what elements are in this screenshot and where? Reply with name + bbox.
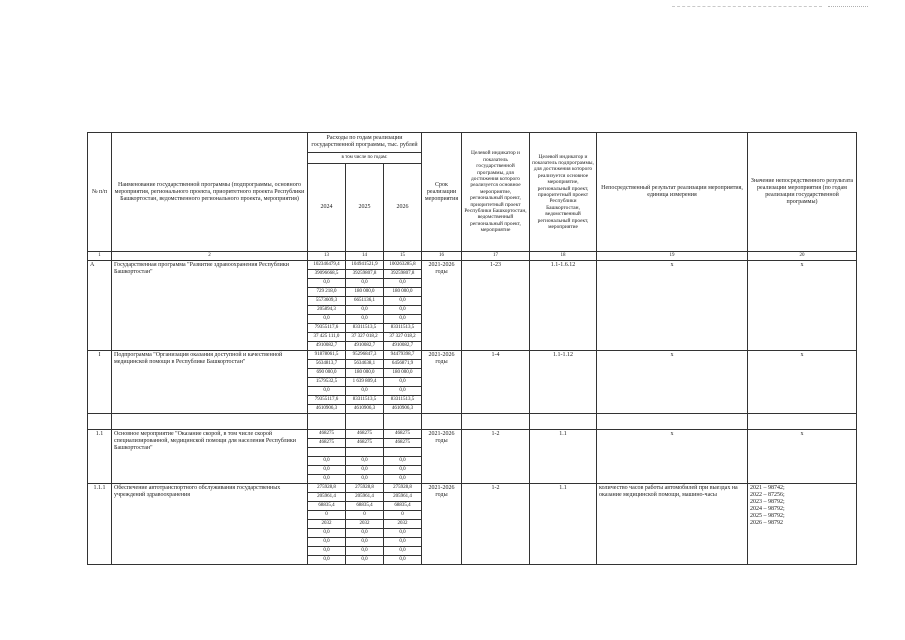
- year-value: 180 000,0: [346, 288, 384, 297]
- year-value: 180 000,0: [384, 288, 422, 297]
- header-indicator-sub: Целевой индикатор и показатель подпрограммы, для достижения которого реализуется основное мероприятие, региональный проект, приоритетный проект Республики Башкортостан, ведомственный региональный проект, мероприятие: [530, 133, 597, 252]
- row-direct-value-list: [748, 484, 857, 565]
- year-value: 83311513,5: [346, 324, 384, 333]
- year-value: 0,0: [384, 547, 422, 556]
- year-value: 39259807,8: [384, 270, 422, 279]
- row-direct-value: х: [748, 351, 857, 414]
- header-term: Срок реализации мероприятия: [422, 133, 462, 252]
- value-subrow: [308, 306, 422, 315]
- year-value: 4910082,7: [384, 342, 422, 351]
- header-direct-value: Значение непосредственного результата реализации мероприятия (по годам реализации государственной программы): [748, 133, 857, 252]
- year-value: 95296847,3: [346, 351, 384, 360]
- year-value: 102346479,4: [308, 261, 346, 270]
- row-indicator-sub: 1.1: [530, 430, 597, 484]
- year-value: 0,0: [384, 297, 422, 306]
- year-value: 690 000,0: [308, 369, 346, 378]
- year-value: 5634638,1: [346, 360, 384, 369]
- year-value: 37 327 018,2: [384, 333, 422, 342]
- year-value: 0,0: [346, 387, 384, 396]
- year-value: 0: [308, 511, 346, 520]
- year-value: 0,0: [384, 475, 422, 484]
- row-indicator-sub: 1.1-1.12: [530, 351, 597, 414]
- column-number: 16: [422, 252, 462, 261]
- value-subrow: [308, 378, 422, 387]
- value-subrow: [308, 396, 422, 405]
- row-num: I: [88, 351, 112, 414]
- header-including: в том числе по годам:: [308, 153, 422, 164]
- scan-artifact-2: [828, 6, 868, 7]
- year-value: 68835,4: [308, 502, 346, 511]
- year-value: 5634813,7: [308, 360, 346, 369]
- value-subrow: [308, 547, 422, 556]
- value-subrow: [308, 448, 422, 457]
- year-value: 4610906,3: [384, 405, 422, 414]
- table-header: [88, 133, 857, 252]
- year-value: 6456871,9: [384, 360, 422, 369]
- row-values: [308, 261, 422, 351]
- year-value: 468275: [346, 430, 384, 439]
- direct-value-line: 2025 – 98792;: [750, 513, 785, 519]
- value-subrow: [308, 270, 422, 279]
- value-subrow: [308, 439, 422, 448]
- row-indicator: 1-2: [462, 484, 530, 565]
- row-name: Основное мероприятие "Оказание скорой, в том числе скорой специализированной, медицинской помощи для населения Республики Башкортостан": [112, 430, 308, 484]
- value-subrow: [308, 297, 422, 306]
- table-row: [88, 430, 857, 484]
- row-num: 1.1.1: [88, 484, 112, 565]
- year-value: 0,0: [346, 315, 384, 324]
- year-value: 83311513,5: [384, 396, 422, 405]
- row-direct-result: х: [597, 430, 748, 484]
- year-value: 1 639 809,4: [346, 378, 384, 387]
- row-indicator: 1-2: [462, 430, 530, 484]
- column-number: 2: [112, 252, 308, 261]
- value-subrow: [308, 261, 422, 270]
- year-value: 0,0: [346, 529, 384, 538]
- header-year: 2024: [308, 164, 346, 252]
- value-subrow: [308, 360, 422, 369]
- year-value: [346, 448, 384, 457]
- year-value: 0,0: [308, 279, 346, 288]
- row-direct-result: х: [597, 261, 748, 351]
- direct-value-line: 2023 – 98792;: [750, 499, 785, 505]
- value-subrow: [308, 288, 422, 297]
- year-value: 205961,4: [384, 493, 422, 502]
- value-subrow: [308, 279, 422, 288]
- column-number: 14: [346, 252, 384, 261]
- year-value: 0,0: [384, 466, 422, 475]
- year-value: [384, 448, 422, 457]
- year-value: 4910082,7: [346, 342, 384, 351]
- direct-value-line: 2026 – 98792: [750, 520, 783, 526]
- year-value: 4910082,7: [308, 342, 346, 351]
- year-value: 0,0: [346, 306, 384, 315]
- year-value: 275928,8: [308, 484, 346, 493]
- year-value: 0,0: [308, 556, 346, 565]
- value-subrow: [308, 387, 422, 396]
- year-value: 6651136,1: [346, 297, 384, 306]
- year-value: 0,0: [384, 306, 422, 315]
- year-value: 0,0: [346, 547, 384, 556]
- year-value: 0,0: [384, 556, 422, 565]
- direct-value-line: 2024 – 98792;: [750, 506, 785, 512]
- value-subrow: [308, 324, 422, 333]
- year-value: 0,0: [346, 538, 384, 547]
- year-value: 468275: [308, 439, 346, 448]
- table-row: [88, 484, 857, 565]
- year-value: 0,0: [308, 529, 346, 538]
- program-table: [87, 132, 857, 565]
- value-subrow: [308, 511, 422, 520]
- year-value: 0,0: [384, 279, 422, 288]
- row-indicator-sub: 1.1-1.6.12: [530, 261, 597, 351]
- value-subrow: [308, 502, 422, 511]
- year-value: 0,0: [384, 387, 422, 396]
- year-value: 0: [346, 511, 384, 520]
- year-value: 0: [384, 511, 422, 520]
- year-value: 68835,4: [346, 502, 384, 511]
- year-value: 91878061,5: [308, 351, 346, 360]
- year-value: 0,0: [308, 387, 346, 396]
- year-value: 729 218,0: [308, 288, 346, 297]
- row-name: Подпрограмма "Организация оказания доступной и качественной медицинской помощи в Республике Башкортостан": [112, 351, 308, 414]
- year-value: 180 000,0: [346, 369, 384, 378]
- year-value: 68835,4: [384, 502, 422, 511]
- year-value: 0,0: [346, 466, 384, 475]
- year-value: 100263285,8: [384, 261, 422, 270]
- row-num: 1.1: [88, 430, 112, 484]
- year-value: 94479398,7: [384, 351, 422, 360]
- header-expenses-block: [308, 133, 422, 252]
- header-num: № п/п: [88, 133, 112, 252]
- year-value: 0,0: [346, 556, 384, 565]
- year-value: 0,0: [346, 279, 384, 288]
- value-subrow: [308, 475, 422, 484]
- row-num: А: [88, 261, 112, 351]
- value-subrow: [308, 333, 422, 342]
- year-value: 0,0: [308, 547, 346, 556]
- year-value: 468275: [346, 439, 384, 448]
- year-value: 275928,8: [384, 484, 422, 493]
- year-value: 0,0: [308, 457, 346, 466]
- table-gap-row: [88, 414, 857, 430]
- header-name: Наименование государственной программы (подпрограммы, основного мероприятия, регионального проекта, приоритетного проекта Республики Башкортостан, ведомственного регионального проекта, мероприятия): [112, 133, 308, 252]
- year-value: 0,0: [384, 457, 422, 466]
- value-subrow: [308, 405, 422, 414]
- year-value: 0,0: [346, 457, 384, 466]
- year-value: 4610906,3: [308, 405, 346, 414]
- row-name: Государственная программа "Развитие здравоохранения Республики Башкортостан": [112, 261, 308, 351]
- row-indicator: 1-4: [462, 351, 530, 414]
- year-value: 0,0: [346, 475, 384, 484]
- year-value: 275928,8: [346, 484, 384, 493]
- value-subrow: [308, 529, 422, 538]
- header-indicator: Целевой индикатор и показатель государственной программы, для достижения которого реализуется основное мероприятие, региональный проект, приоритетный проект Республики Башкортостан, ведомственный региональный проект, мероприятие: [462, 133, 530, 252]
- year-value: 83311513,5: [346, 396, 384, 405]
- value-subrow: [308, 484, 422, 493]
- row-direct-value: х: [748, 261, 857, 351]
- header-year: 2026: [384, 164, 422, 252]
- column-number: 15: [384, 252, 422, 261]
- year-value: 205961,4: [346, 493, 384, 502]
- column-number: 1: [88, 252, 112, 261]
- row-indicator-sub: 1.1: [530, 484, 597, 565]
- row-term: 2021-2026 годы: [422, 430, 462, 484]
- value-subrow: [308, 556, 422, 565]
- direct-value-line: 2021 – 98742;: [750, 485, 785, 491]
- year-value: 0,0: [384, 315, 422, 324]
- column-number: 19: [597, 252, 748, 261]
- value-subrow: [308, 351, 422, 360]
- value-subrow: [308, 493, 422, 502]
- year-value: 468275: [308, 430, 346, 439]
- row-direct-result: количество часов работы автомобилей при выездах на оказание медицинской помощи, машино-часы: [597, 484, 748, 565]
- row-term: 2021-2026 годы: [422, 261, 462, 351]
- year-value: [308, 448, 346, 457]
- year-value: 0,0: [308, 315, 346, 324]
- column-numbers-row: [88, 252, 857, 261]
- year-value: 180 000,0: [384, 369, 422, 378]
- row-term: 2021-2026 годы: [422, 484, 462, 565]
- year-value: 37 425 111,0: [308, 333, 346, 342]
- header-year: 2025: [346, 164, 384, 252]
- row-indicator: 1-23: [462, 261, 530, 351]
- table-row: [88, 261, 857, 351]
- direct-value-line: 2022 – 87256;: [750, 492, 785, 498]
- row-values: [308, 484, 422, 565]
- column-number: 18: [530, 252, 597, 261]
- value-subrow: [308, 520, 422, 529]
- value-subrow: [308, 342, 422, 351]
- year-value: 39096668,5: [308, 270, 346, 279]
- header-expenses: Расходы по годам реализации государственной программы, тыс. рублей: [308, 133, 422, 153]
- year-value: 2032: [346, 520, 384, 529]
- year-value: 0,0: [384, 529, 422, 538]
- value-subrow: [308, 430, 422, 439]
- year-value: 39259807,8: [346, 270, 384, 279]
- row-values: [308, 430, 422, 484]
- year-value: 0,0: [308, 475, 346, 484]
- scan-artifact: [672, 6, 822, 7]
- year-value: 83311513,5: [384, 324, 422, 333]
- column-number: 13: [308, 252, 346, 261]
- year-value: 104941521,9: [346, 261, 384, 270]
- year-value: 4610906,3: [346, 405, 384, 414]
- table-row: [88, 351, 857, 414]
- header-direct-result: Непосредственный результат реализации мероприятия, единица измерения: [597, 133, 748, 252]
- year-value: 0,0: [384, 378, 422, 387]
- row-values: [308, 351, 422, 414]
- year-value: 2032: [308, 520, 346, 529]
- year-value: 468275: [384, 430, 422, 439]
- value-subrow: [308, 466, 422, 475]
- year-value: 1579532,5: [308, 378, 346, 387]
- value-subrow: [308, 457, 422, 466]
- year-value: 205894,3: [308, 306, 346, 315]
- year-value: 2032: [384, 520, 422, 529]
- row-direct-result: х: [597, 351, 748, 414]
- row-direct-value: х: [748, 430, 857, 484]
- value-subrow: [308, 369, 422, 378]
- row-term: 2021-2026 годы: [422, 351, 462, 414]
- column-number: 20: [748, 252, 857, 261]
- value-subrow: [308, 538, 422, 547]
- year-value: 0,0: [308, 466, 346, 475]
- year-value: 0,0: [384, 538, 422, 547]
- year-value: 79355117,6: [308, 396, 346, 405]
- year-value: 5573609,3: [308, 297, 346, 306]
- year-value: 0,0: [308, 538, 346, 547]
- value-subrow: [308, 315, 422, 324]
- year-value: 37 327 018,2: [346, 333, 384, 342]
- year-value: 468275: [384, 439, 422, 448]
- column-number: 17: [462, 252, 530, 261]
- year-value: 205961,4: [308, 493, 346, 502]
- row-name: Обеспечение автотранспортного обслуживания государственных учреждений здравоохранения: [112, 484, 308, 565]
- year-value: 79355117,6: [308, 324, 346, 333]
